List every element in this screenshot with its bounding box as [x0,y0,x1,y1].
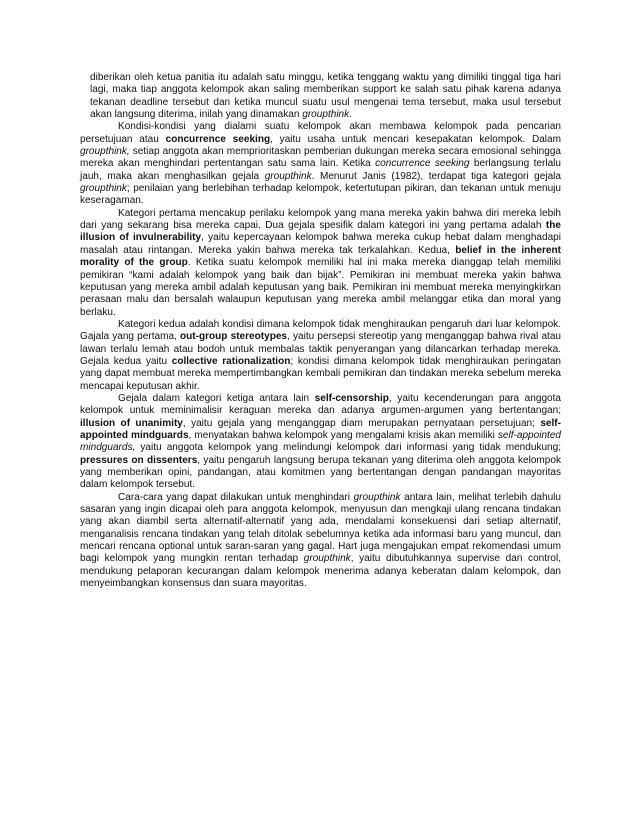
text-run: , yaitu usaha untuk mencari kesepakatan kelompok. Dalam [270,133,561,145]
text-run: Kategori kedua adalah kondisi dimana kelompok tidak menghiraukan pengaruh dari luar kelompok. Gajala yang pertama, [80,318,561,343]
bold-term: the illusion of invulnerability [80,220,561,244]
paragraph-category-three [80,393,561,492]
text-run: , yaitu gejala yang menganggap diam merupakan pernyataan persetujuan; [182,417,541,429]
text-run: , yaitu pengaruh langsung berupa tekanan yang diterima oleh anggota kelompok yang memberikan opini, pandangan, atau komitmen yang bertentangan dengan pandangan mayoritas dalam kelompok tersebut. [80,454,561,491]
text-run: ; kondisi dimana kelompok tidak menghiraukan peringatan yang dapat membuat mereka mempertimbangkan kembali pemikiran dan tindakan mereka sebelum mereka mencapai keputusan akhir. [80,355,562,392]
document-page [80,72,561,590]
text-run: Gejala dalam kategori ketiga antara lain [118,392,315,404]
bold-term: illusion of unanimity [80,417,183,429]
bold-term: pressures on dissenters [80,454,198,466]
text-run: , yaitu persepsi stereotip yang menganggap bahwa rival atau lawan terlalu lemah atau bodoh untuk membalas taktik penyerangan yang dilancarkan terhadap mereka. Gejala kedua yaitu [80,331,561,367]
italic-term: self-appointed mindguards, [80,429,561,454]
italic-term: groupthink, [80,146,130,158]
text-run: Cara-cara yang dapat dilakukan untuk menghindari [118,491,354,503]
italic-term: groupthink [303,553,351,565]
text-run: . Menurut Janis (1982), terdapat tiga kategori gejala [311,170,561,182]
bold-term: self-censorship [314,392,389,404]
text-run: . [349,109,352,121]
text-run: ; penilaian yang berlebihan terhadap kelompok, ketertutupan pikiran, dan tekanan untuk menuju keseragaman. [80,183,561,207]
text-run: setiap anggota akan memprioritaskan pemberian dukungan mereka secara emosional sehingga mereka akan menghindari pertentangan satu sama lain. Ketika [80,146,561,170]
text-run: , menyatakan bahwa kelompok yang mengalami krisis akan memiliki [188,429,498,441]
bold-term: collective rationalization [171,355,291,367]
bold-term: out-group stereotypes [180,331,288,343]
text-run: , yaitu dibutuhkannya supervise dan control, mendukung pelaporan kecurangan dalam kelompok menerima adanya keberatan dalam kelompok, dan menyeimbangkan konsensus dan suara mayoritas. [80,553,562,590]
bold-term: self-appointed mindguards [80,417,561,441]
text-run: Kondisi-kondisi yang dialami suatu kelompok akan membawa kelompok pada pencarian persetujuan atau [80,121,561,145]
text-run: antara lain, melihat terlebih dahulu sasaran yang ingin dicapai oleh para anggota kelompok, menyusun dan mengkaji ulang rencana tindakan yang akan diambil serta alternatif-alternatif yang ada, mendalami konsekuensi dari setiap alternatif, menganalisis rencana tindakan yang telah ditolak sebelumnya ketika ada informasi baru yang muncul, dan mencari rencana optional untuk saran-saran yang gagal. Hart juga mengajukan empat rekomendasi umum bagi kelompok yang mungkin rentan terhadap [80,491,561,565]
bold-term: belief in the inherent morality of the group [80,244,561,269]
italic-term: concurrence seeking [375,158,470,170]
text-run: , yaitu kepercayaan kelompok bahwa mereka cukup hebat dalam menghadapi masalah atau rintangan. Mereka yakin bahwa mereka tak terkalahkan. Kedua, [80,232,562,256]
paragraph-avoiding-groupthink [80,492,561,591]
italic-term: groupthink [302,109,350,121]
text-run: . Ketika suatu kelompok memiliki hal ini maka mereka dianggap telah memiliki pemikiran “kami adalah kelompok yang baik dan bijak”. Pemikiran ini membuat mereka yakin bahwa keputusan yang mereka ambil adalah keputusan yang baik. Pemikiran ini membuat mereka menyingkirkan perasaan malu dan bersalah walaupun keputusan yang mereka ambil melanggar etika dan moral yang berlaku. [80,257,561,318]
bold-term: concurrence seeking [165,133,271,145]
italic-term: groupthink [80,183,127,195]
paragraph-category-one [80,208,561,319]
paragraph-concurrence-seeking [80,121,561,207]
paragraph-continuation [80,72,561,121]
italic-term: groupthink [264,170,312,182]
paragraph-category-two [80,319,561,393]
text-run: yaitu anggota kelompok yang melindungi kelompok dari informasi yang tidak mendukung; [135,442,561,454]
italic-term: groupthink [353,491,401,503]
text-run: berlangsung terlalu jauh, maka akan menghasilkan gejala [80,158,561,182]
text-run: Kategori pertama mencakup perilaku kelompok yang mana mereka yakin bahwa diri mereka lebih dari yang sekarang bisa mereka capai. Dua gejala spesifik dalam kategori ini yang pertama adalah [80,207,561,232]
text-run: , yaitu kecenderungan para anggota kelompok untuk meminimalisir keraguan mereka dan adanya argumen-argumen yang bertentangan; [80,392,562,417]
text-run: diberikan oleh ketua panitia itu adalah satu minggu, ketika tenggang waktu yang dimiliki tinggal tiga hari lagi, maka tiap anggota kelompok akan saling memberikan support ke salah satu pihak karena adanya tekanan deadline tersebut dan ketika muncul suatu usul mengenai tema tersebut, maka usul tersebut akan langsung diterima, inilah yang dinamakan [90,72,561,121]
